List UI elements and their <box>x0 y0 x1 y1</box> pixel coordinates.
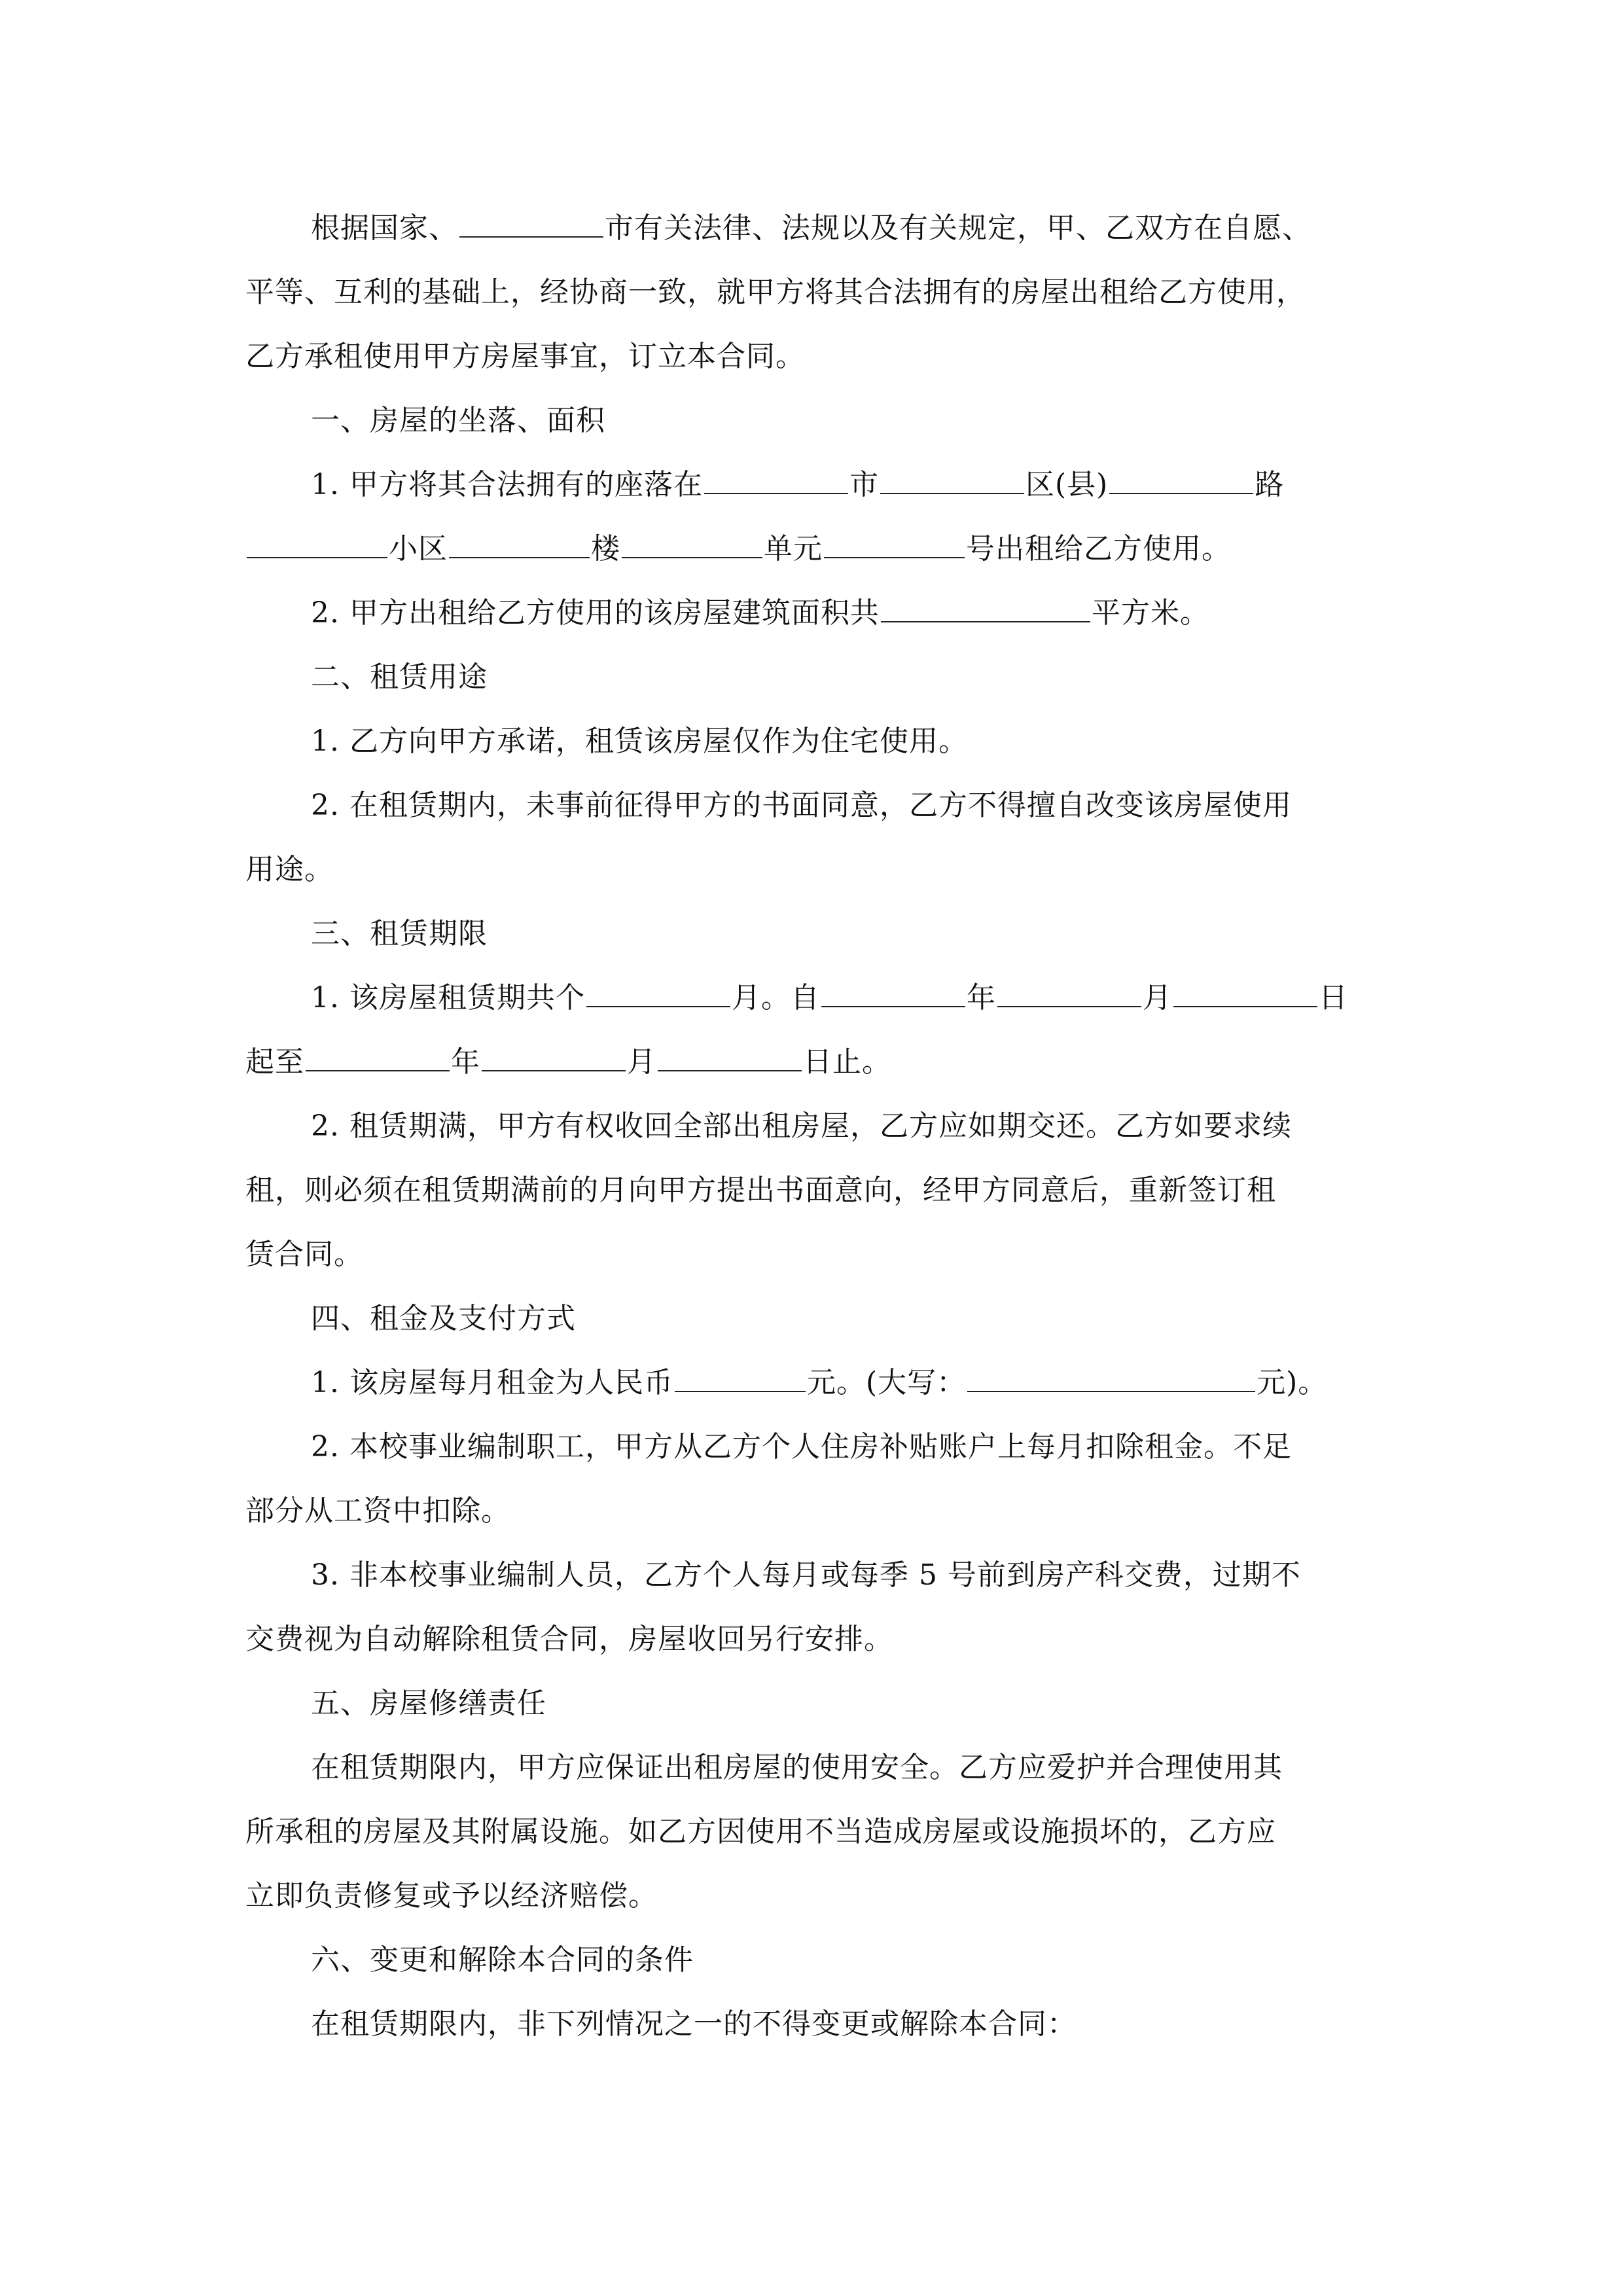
address-unit-blank[interactable] <box>824 535 965 558</box>
section-2-item-2-line-2: 用途。 <box>245 853 334 886</box>
preamble-line-3: 乙方承租使用甲方房屋事宜，订立本合同。 <box>245 340 805 373</box>
address-road-blank[interactable] <box>1109 471 1253 494</box>
section-4-item-3-line-2: 交费视为自动解除租赁合同，房屋收回另行安排。 <box>245 1623 893 1656</box>
preamble-text-1: 根据国家、 <box>311 211 458 245</box>
section-2-item-2-line-1: 2. 在租赁期内，未事前征得甲方的书面同意，乙方不得擅自改变该房屋使用 <box>311 789 1292 822</box>
end-month-blank[interactable] <box>482 1048 626 1071</box>
end-year-blank[interactable] <box>306 1048 450 1071</box>
section-6-line-1: 在租赁期限内，非下列情况之一的不得变更或解除本合同： <box>311 2007 1077 2041</box>
start-day-blank[interactable] <box>1173 984 1317 1007</box>
section-4-title: 四、租金及支付方式 <box>311 1302 576 1335</box>
section-4-item-3-line-1: 3. 非本校事业编制人员，乙方个人每月或每季 5 号前到房产科交费，过期不 <box>311 1558 1301 1592</box>
section-5-line-3: 立即负责修复或予以经济赔偿。 <box>245 1879 658 1912</box>
address-community-blank[interactable] <box>449 535 590 558</box>
preamble-line-2: 平等、互利的基础上，经协商一致，就甲方将其合法拥有的房屋出租给乙方使用， <box>245 276 1306 309</box>
section-3-item-2-line-3: 赁合同。 <box>245 1238 363 1271</box>
start-year-blank[interactable] <box>821 984 965 1007</box>
start-month-blank[interactable] <box>997 984 1141 1007</box>
section-6-title: 六、变更和解除本合同的条件 <box>311 1943 694 1977</box>
address-building-blank[interactable] <box>622 535 762 558</box>
section-1-title: 一、房屋的坐落、面积 <box>311 404 605 437</box>
section-1-item-1-line-2: 小区 楼 单元 号出租给乙方使用。 <box>245 517 1381 581</box>
section-5-line-1: 在租赁期限内，甲方应保证出租房屋的使用安全。乙方应爱护并合理使用其 <box>311 1751 1283 1784</box>
address-district-blank[interactable] <box>880 471 1024 494</box>
end-day-blank[interactable] <box>658 1048 802 1071</box>
section-2-item-1: 1. 乙方向甲方承诺，租赁该房屋仅作为住宅使用。 <box>311 725 968 758</box>
preamble-paragraph <box>245 196 1381 389</box>
address-road-number-blank[interactable] <box>247 535 387 558</box>
section-3-item-2-line-2: 租，则必须在租赁期满前的月向甲方提出书面意向，经甲方同意后，重新签订租 <box>245 1174 1276 1207</box>
section-3-item-2-line-1: 2. 租赁期满，甲方有权收回全部出租房屋，乙方应如期交还。乙方如要求续 <box>311 1109 1292 1143</box>
section-2-title: 二、租赁用途 <box>311 660 488 694</box>
rent-amount-words-blank[interactable] <box>967 1369 1255 1392</box>
section-3-item-1-line-2: 起至 年 月 日止。 <box>245 1045 891 1079</box>
preamble-text-2: 市有关法律、法规以及有关规定，甲、乙双方在自愿、 <box>605 211 1311 245</box>
section-5-line-2: 所承租的房屋及其附属设施。如乙方因使用不当造成房屋或设施损坏的，乙方应 <box>245 1815 1276 1848</box>
contract-body <box>245 196 1381 2056</box>
rent-amount-blank[interactable] <box>675 1369 806 1392</box>
lease-months-blank[interactable] <box>586 984 730 1007</box>
section-1-item-1-line-1: 1. 甲方将其合法拥有的座落在 市 区(县) 路 <box>311 468 1285 501</box>
section-4-item-1: 1. 该房屋每月租金为人民币 元。(大写： 元)。 <box>311 1366 1328 1399</box>
city-blank[interactable] <box>459 214 603 238</box>
section-3-title: 三、租赁期限 <box>311 917 488 950</box>
address-city-blank[interactable] <box>704 471 848 494</box>
section-4-item-2-line-2: 部分从工资中扣除。 <box>245 1494 510 1528</box>
section-3-item-1-line-1: 1. 该房屋租赁期共个 月。自 年 月 日 <box>311 981 1348 1014</box>
area-blank[interactable] <box>881 599 1090 622</box>
section-4-item-2-line-1: 2. 本校事业编制职工，甲方从乙方个人住房补贴账户上每月扣除租金。不足 <box>311 1430 1292 1463</box>
section-1-item-2: 2. 甲方出租给乙方使用的该房屋建筑面积共 平方米。 <box>311 596 1209 630</box>
section-5-title: 五、房屋修缮责任 <box>311 1687 546 1720</box>
